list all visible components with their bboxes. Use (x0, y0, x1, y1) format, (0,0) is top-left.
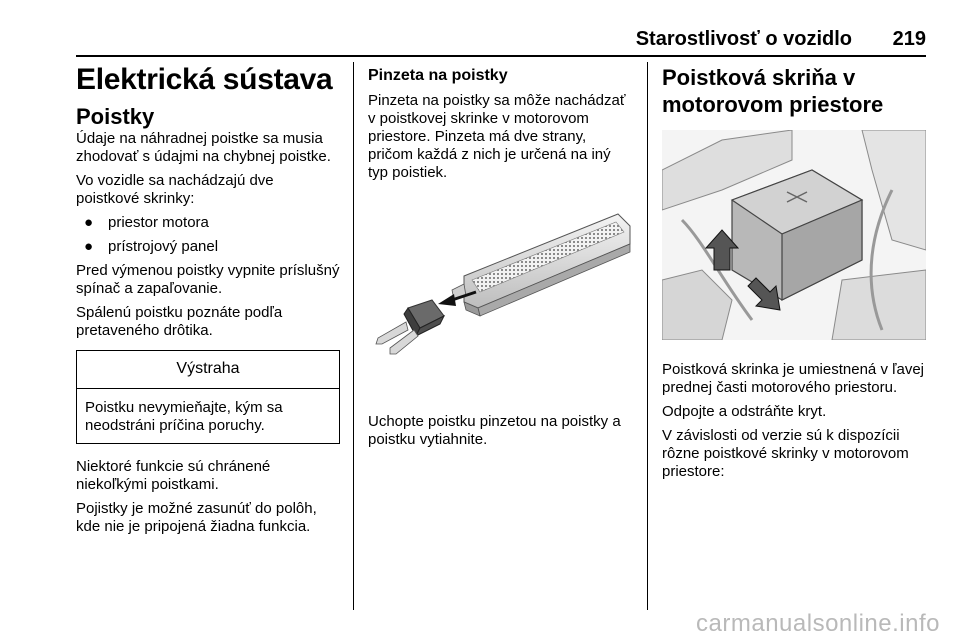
chapter-title: Elektrická sústava (76, 63, 333, 96)
paragraph: Pojistky je možné zasunúť do polôh, kde nie je pripojená žiadna funkcia. (76, 500, 317, 535)
warning-text: Poistku nevymieňajte, kým sa neodstráni príčina poruchy. (85, 399, 283, 434)
warning-box (76, 350, 340, 444)
engine-fuse-box-illustration (662, 130, 926, 340)
paragraph: V závislosti od verzie sú k dispozícii rôzne poistkové skrinky v motorovom priestore: (662, 427, 909, 480)
paragraph: Uchopte poistku pinzetou na poistky a poistku vytiahnite. (368, 413, 621, 448)
section-heading-fusebox: Poistková skriňa v motorovom priestore (662, 65, 884, 117)
list-item-text: priestor motora (108, 214, 209, 231)
bullet-icon: ● (84, 214, 94, 231)
header-rule (76, 55, 926, 57)
paragraph: Niektoré funkcie sú chránené niekoľkými poistkami. (76, 458, 271, 493)
column-2 (368, 62, 634, 455)
column-divider-1 (353, 62, 354, 610)
bullet-icon: ● (84, 238, 94, 255)
paragraph: Údaje na náhradnej poistke sa musia zhodovať s údajmi na chybnej poistke. (76, 130, 331, 165)
watermark: carmanualsonline.info (696, 610, 940, 637)
paragraph: Odpojte a odstráňte kryt. (662, 403, 827, 420)
paragraph: Pred výmenou poistky vypnite príslušný spínač a zapaľovanie. (76, 262, 340, 297)
column-1 (76, 62, 340, 542)
list-item (76, 214, 340, 232)
paragraph: Pinzeta na poistky sa môže nachádzať v poistkovej skrinke v motorovom priestore. Pinzeta má dve strany, pričom každá z nich je určená na iný typ poistiek. (368, 92, 626, 181)
column-divider-2 (647, 62, 648, 610)
paragraph: Spálenú poistku poznáte podľa pretaveného drôtika. (76, 304, 283, 339)
column-3 (662, 62, 928, 487)
page-number: 219 (892, 28, 926, 50)
section-heading-poistky: Poistky (76, 104, 155, 129)
list-item-text: prístrojový panel (108, 238, 219, 255)
paragraph: Vo vozidle sa nachádzajú dve poistkové skrinky: (76, 172, 274, 207)
section-title: Starostlivosť o vozidlo (635, 28, 852, 50)
bullet-list (76, 214, 340, 256)
paragraph: Poistková skrinka je umiestnená v ľavej prednej časti motorového priestoru. (662, 361, 924, 396)
list-item (76, 238, 340, 256)
warning-title: Výstraha (77, 351, 339, 389)
section-heading-pinzeta: Pinzeta na poistky (368, 67, 508, 84)
fuse-tweezers-illustration (368, 204, 634, 394)
page-header (76, 28, 926, 52)
